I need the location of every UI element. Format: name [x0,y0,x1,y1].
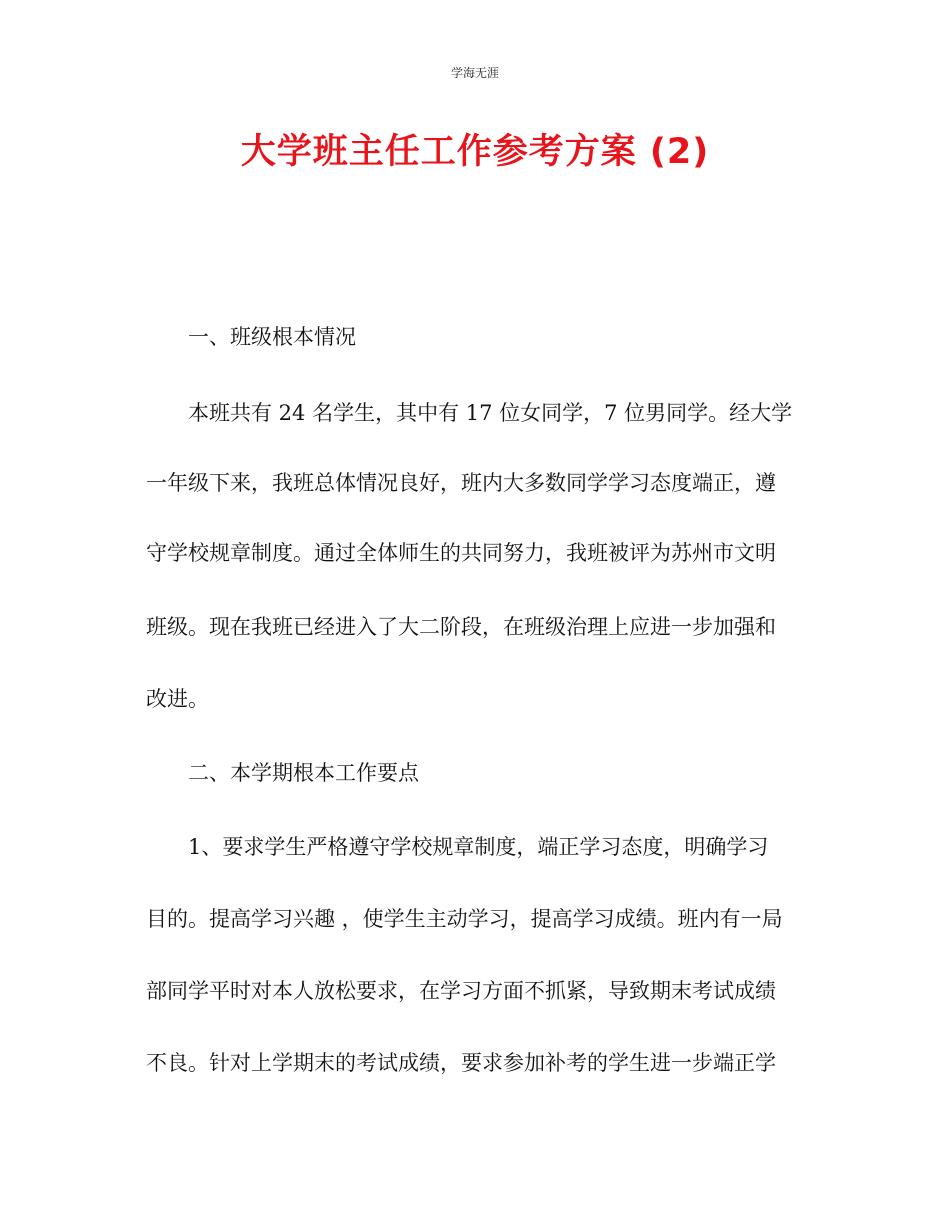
document-title: 大学班主任工作参考方案 (2) [240,132,710,172]
paragraph-line: 守学校规章制度。通过全体师生的共同努力，我班被评为苏州市文明 [146,541,776,565]
paragraph-line: 1、要求学生严格遵守学校规章制度，端正学习态度，明确学习 [188,835,769,859]
page-header: 学海无涯 [450,66,499,80]
paragraph-line: 目的。提高学习兴趣 ，使学生主动学习，提高学习成绩。班内有一局 [146,907,783,931]
paragraph-line: 改进。 [146,687,209,711]
paragraph-line: 不良。针对上学期末的考试成绩，要求参加补考的学生进一步端正学 [146,1051,776,1075]
paragraph-line: 一年级下来，我班总体情况良好，班内大多数同学学习态度端正，遵 [146,471,776,495]
section-heading-2: 二、本学期根本工作要点 [188,761,419,785]
paragraph-line: 本班共有 24 名学生，其中有 17 位女同学，7 位男同学。经大学 [188,401,793,425]
paragraph-line: 部同学平时对本人放松要求，在学习方面不抓紧，导致期末考试成绩 [146,979,776,1003]
paragraph-line: 班级。现在我班已经进入了大二阶段，在班级治理上应进一步加强和 [146,615,776,639]
section-heading-1: 一、班级根本情况 [188,325,356,349]
